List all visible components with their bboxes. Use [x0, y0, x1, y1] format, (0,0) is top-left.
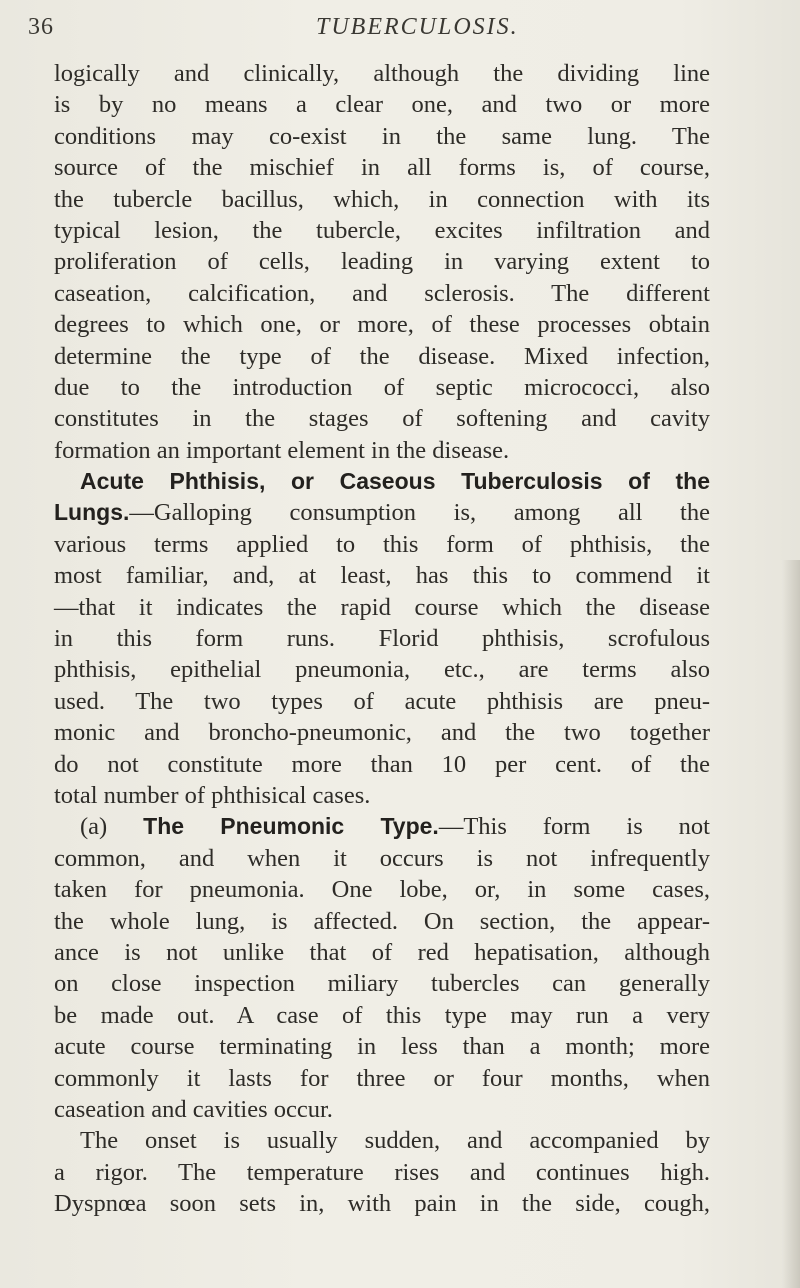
line-text: proliferation of cells, leading in varying extent to: [54, 248, 710, 276]
line-text: —that it indicates the rapid course which the disease: [54, 593, 710, 621]
section-heading: Acute Phthisis, or Caseous Tuberculosis of the: [80, 468, 710, 495]
line-text: caseation and cavities occur.: [54, 1095, 333, 1123]
text-line: [54, 717, 710, 748]
line-text: used. The two types of acute phthisis are pneu-: [54, 687, 710, 715]
text-line: [54, 121, 710, 152]
line-text: common, and when it occurs is not infrequently: [54, 844, 710, 872]
line-text: do not constitute more than 10 per cent. of the: [54, 750, 710, 778]
line-text: typical lesion, the tubercle, excites infiltration and: [54, 216, 710, 244]
line-text: due to the introduction of septic micrococci, also: [54, 373, 710, 401]
line-text: a rigor. The temperature rises and continues high.: [54, 1158, 710, 1186]
text-line: [54, 749, 710, 780]
text-line: [54, 309, 710, 340]
line-text: determine the type of the disease. Mixed infection,: [54, 342, 710, 370]
text-line: [54, 403, 710, 434]
line-text: various terms applied to this form of phthisis, the: [54, 530, 710, 558]
text-line: [54, 874, 710, 905]
text-line: [54, 780, 710, 811]
text-line: [54, 58, 710, 89]
running-head: TUBERCULOSIS.: [316, 14, 519, 40]
text-line: [54, 1031, 710, 1062]
line-text: conditions may co-exist in the same lung. The: [54, 122, 710, 150]
text-line: [54, 906, 710, 937]
page-edge-shadow: [782, 560, 800, 1288]
line-text: the tubercle bacillus, which, in connection with its: [54, 185, 710, 213]
text-line: [54, 529, 710, 560]
line-text: be made out. A case of this type may run a very: [54, 1001, 710, 1029]
line-text: Dyspnœa soon sets in, with pain in the side, cough,: [54, 1190, 710, 1218]
line-text: most familiar, and, at least, has this to commend it: [54, 562, 710, 590]
line-prefix: (a): [80, 813, 144, 841]
line-text: logically and clinically, although the dividing line: [54, 60, 710, 87]
text-line: [54, 686, 710, 717]
text-line: [54, 843, 710, 874]
text-line: [54, 215, 710, 246]
text-line: [54, 1157, 710, 1188]
text-line: [54, 1125, 710, 1156]
text-line: [54, 278, 710, 309]
line-text: degrees to which one, or more, of these processes obtain: [54, 311, 710, 339]
line-text: —This form is not: [438, 813, 710, 841]
text-line: [54, 811, 710, 842]
text-line: [54, 184, 710, 215]
text-line: [54, 246, 710, 277]
text-line: [54, 654, 710, 685]
text-line: [54, 937, 710, 968]
line-text: constitutes in the stages of softening and cavity: [54, 405, 710, 433]
section-heading: Lungs.: [54, 499, 130, 526]
text-line: [54, 341, 710, 372]
line-text: caseation, calcification, and sclerosis. The different: [54, 279, 710, 307]
text-line: [54, 89, 710, 120]
line-text: phthisis, epithelial pneumonia, etc., are terms also: [54, 656, 710, 684]
line-text: ance is not unlike that of red hepatisation, although: [54, 938, 710, 966]
line-text: is by no means a clear one, and two or more: [54, 91, 710, 119]
line-text: formation an important element in the disease.: [54, 436, 510, 464]
text-line: [54, 1063, 710, 1094]
text-line: [54, 497, 710, 528]
line-text: The onset is usually sudden, and accompanied by: [80, 1127, 710, 1155]
text-line: [54, 152, 710, 183]
line-text: the whole lung, is affected. On section, the appear-: [54, 907, 710, 935]
line-text: acute course terminating in less than a month; more: [54, 1033, 710, 1061]
body-text: [54, 58, 710, 1219]
text-line: [54, 592, 710, 623]
text-line: [54, 372, 710, 403]
line-text: taken for pneumonia. One lobe, or, in some cases,: [54, 876, 710, 904]
line-text: total number of phthisical cases.: [54, 781, 371, 809]
section-heading: The Pneumonic Type.: [143, 813, 439, 840]
text-line: [54, 435, 710, 466]
text-line: [54, 560, 710, 591]
line-text: in this form runs. Florid phthisis, scrofulous: [54, 625, 710, 653]
line-text: commonly it lasts for three or four months, when: [54, 1064, 710, 1092]
text-line: [54, 1000, 710, 1031]
text-line: [54, 1094, 710, 1125]
line-text: on close inspection miliary tubercles can generally: [54, 970, 710, 998]
page-number: 36: [28, 14, 54, 40]
text-line: [54, 466, 710, 497]
text-line: [54, 968, 710, 999]
line-text: —Galloping consumption is, among all the: [129, 499, 710, 527]
text-line: [54, 623, 710, 654]
line-text: monic and broncho-pneumonic, and the two together: [54, 719, 710, 747]
text-line: [54, 1188, 710, 1219]
line-text: source of the mischief in all forms is, of course,: [54, 154, 710, 182]
